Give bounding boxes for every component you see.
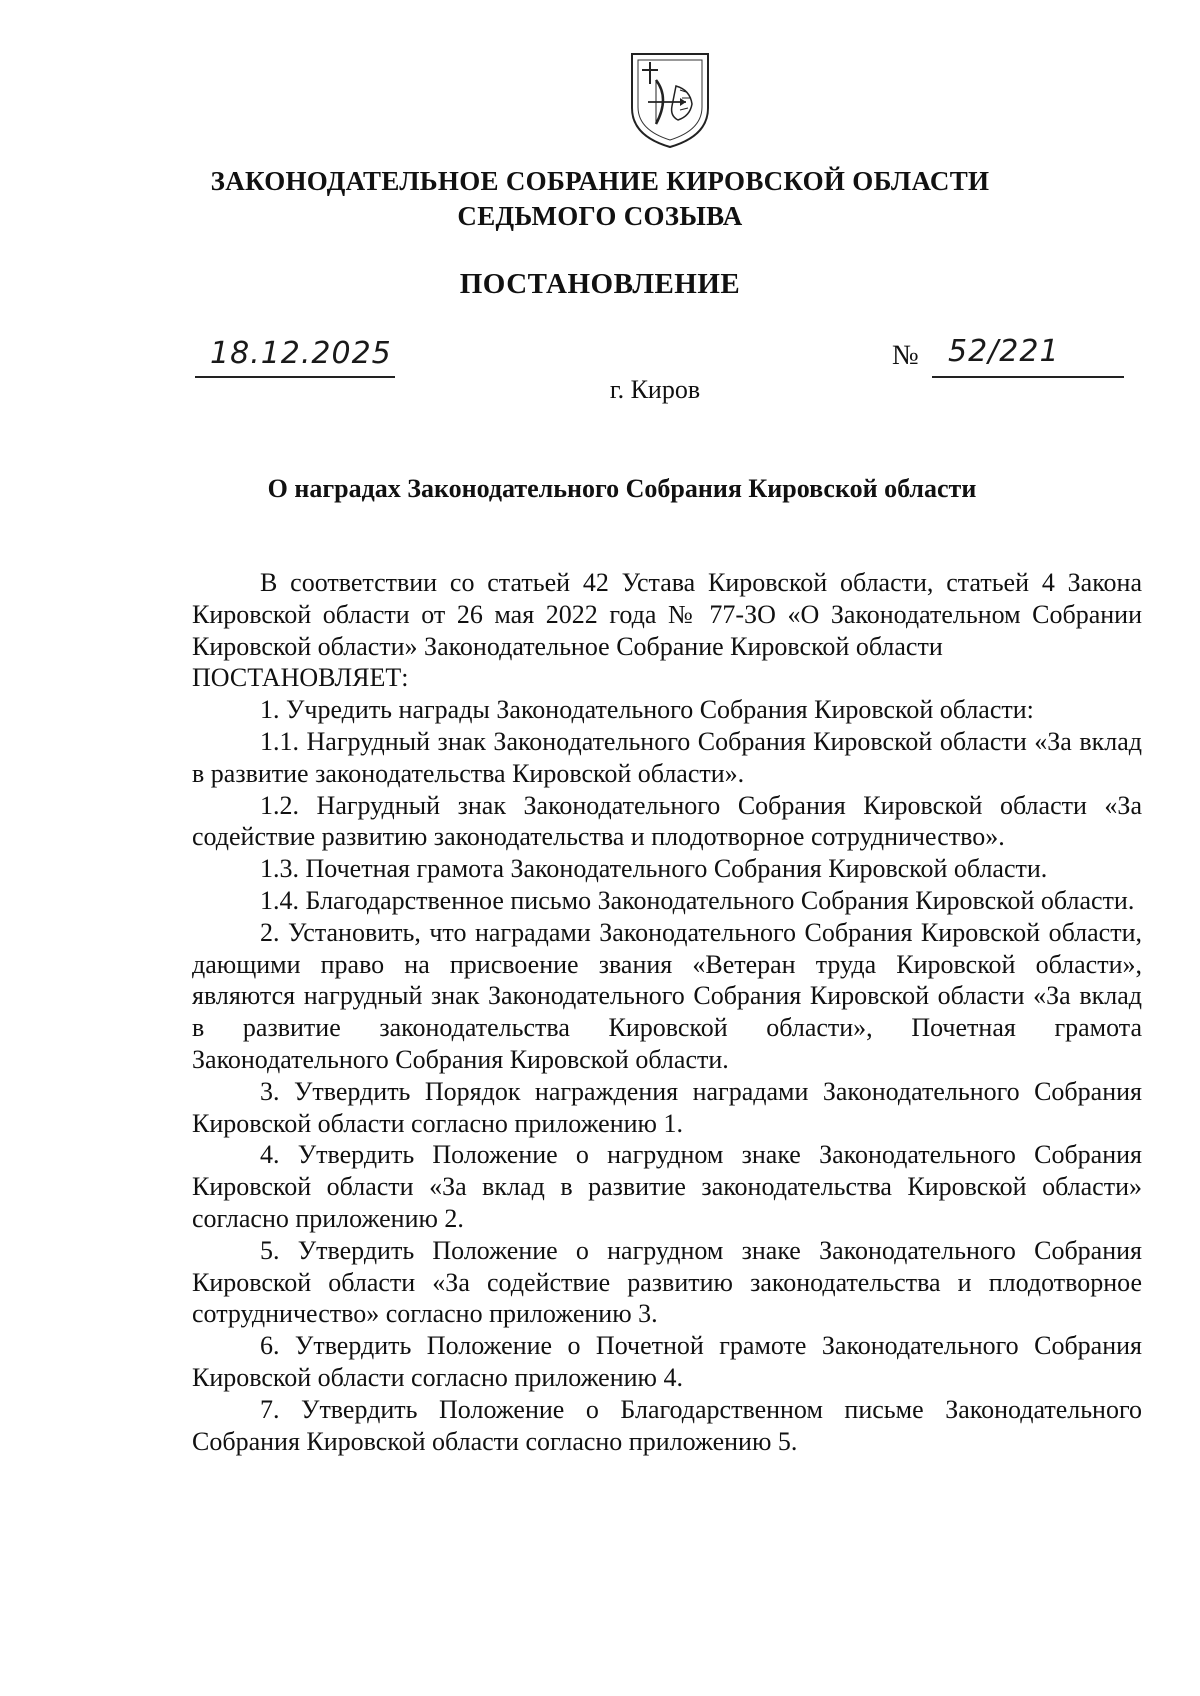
document-body [192,567,1142,1457]
org-name-line2: СЕДЬМОГО СОЗЫВА [457,201,743,231]
paragraph: 1. Учредить награды Законодательного Собрания Кировской области: [260,695,1034,725]
document-title: О наградах Законодательного Собрания Кировской области [267,474,977,503]
city: г. Киров [609,375,701,404]
paragraph: 6. Утвердить Положение о Почетной грамоте Законодательного Собрания Кировской области согласно приложению 4. [192,1331,1142,1392]
paragraph: ПОСТАНОВЛЯЕТ: [192,663,409,693]
paragraph: 5. Утвердить Положение о нагрудном знаке Законодательного Собрания Кировской области «За содействие развитию законодательства и плодотворное сотрудничество» согласно приложению 3. [192,1235,1142,1329]
document-type: ПОСТАНОВЛЕНИЕ [459,268,741,300]
paragraph: 4. Утвердить Положение о нагрудном знаке Законодательного Собрания Кировской области «За вклад в развитие законодательства Кировской области» согласно приложению 2. [192,1140,1142,1233]
document-number: 52/221 [948,334,1060,369]
paragraph: 3. Утвердить Порядок награждения наградами Законодательного Собрания Кировской области согласно приложению 1. [192,1076,1142,1138]
document-date: 18.12.2025 [210,336,392,371]
paragraph: 1.3. Почетная грамота Законодательного Собрания Кировской области. [260,854,1048,884]
paragraph: 1.1. Нагрудный знак Законодательного Собрания Кировской области «За вклад в развитие законодательства Кировской области». [192,726,1142,788]
paragraph: 2. Установить, что наградами Законодательного Собрания Кировской области, дающими право на присвоение звания «Ветеран труда Кировской области», являются нагрудный знак Законодательного Собрания Кировской области «За вклад в развитие законодательства Кировской области», Почетная грамота Законодательного Собрания Кировской области. [192,917,1142,1074]
paragraph: 1.4. Благодарственное письмо Законодательного Собрания Кировской области. [260,885,1135,915]
paragraph: 7. Утвердить Положение о Благодарственном письме Законодательного Собрания Кировской области согласно приложению 5. [192,1394,1142,1456]
org-name-line1: ЗАКОНОДАТЕЛЬНОЕ СОБРАНИЕ КИРОВСКОЙ ОБЛАСТИ [210,166,990,196]
number-label: № [892,340,919,371]
paragraph: 1.2. Нагрудный знак Законодательного Собрания Кировской области «За содействие развитию законодательства и плодотворное сотрудничество». [192,790,1142,852]
paragraph: В соответствии со статьей 42 Устава Кировской области, статьей 4 Закона Кировской области от 26 мая 2022 года № 77-ЗО «О Законодательном Собрании Кировской области» Законодательное Собрание Кировской области [192,568,1142,661]
coat-of-arms-icon [626,50,714,150]
